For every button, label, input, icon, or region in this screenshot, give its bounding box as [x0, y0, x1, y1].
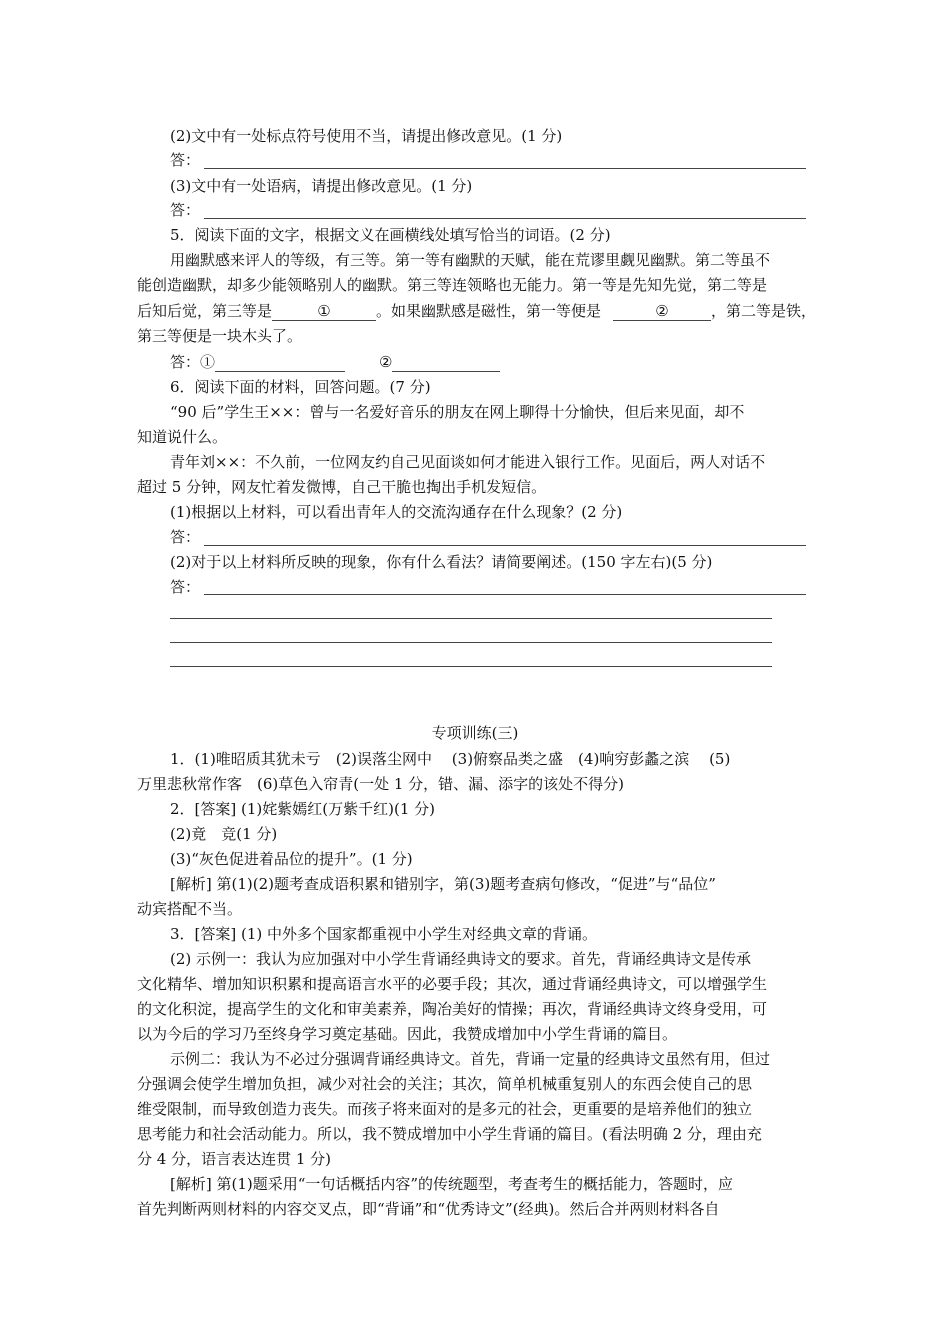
q6-answer-label-2: 答： — [170, 578, 201, 596]
answer-1a: 1．(1)唯昭质其犹未亏 (2)误落尘网中 (3)俯察品类之盛 (4)响穷彭蠡之滨 (5) — [170, 750, 731, 768]
answer-3k: [解析] 第(1)题采用“一句话概括内容”的传统题型，考查考生的概括能力，答题时，应 — [170, 1175, 734, 1193]
answer-line — [204, 168, 806, 169]
q5-stem: 5．阅读下面的文字，根据文义在画横线处填写恰当的词语。(2 分) — [170, 226, 611, 244]
q5-text: 。如果幽默感是磁性，第一等便是 — [376, 302, 602, 320]
q4-answer-label-2: 答： — [170, 201, 201, 219]
q4-item3: (3)文中有一处语病，请提出修改意见。(1 分) — [170, 177, 473, 195]
answer-3h: 维受限制，而导致创造力丧失。而孩子将来面对的是多元的社会，更重要的是培养他们的独立 — [137, 1100, 753, 1118]
answer-3i: 思考能力和社会活动能力。所以，我不赞成增加中小学生背诵的篇目。(看法明确 2 分，理由充 — [137, 1125, 762, 1143]
q5-para-line-1: 用幽默感来评人的等级，有三等。第一等有幽默的天赋，能在荒谬里觑见幽默。第二等虽不 — [170, 251, 771, 269]
fill-blank-2: ② — [613, 302, 711, 321]
answer-2c: (3)“灰色促进着品位的提升”。(1 分) — [170, 850, 413, 868]
answer-3d: 的文化积淀，提高学生的文化和审美素养，陶冶美好的情操；再次，背诵经典诗文终身受用，可 — [137, 1000, 768, 1018]
q5-para-line-3 — [137, 300, 816, 322]
q4-item2: (2)文中有一处标点符号使用不当，请提出修改意见。(1 分) — [170, 127, 563, 145]
answer-3l: 首先判断两则材料的内容交叉点，即“背诵”和“优秀诗文”(经典)。然后合并两则材料各自 — [137, 1200, 720, 1218]
q5-answer-label: 答： — [170, 353, 201, 371]
answer-3e: 以为今后的学习乃至终身学习奠定基础。因此，我赞成增加中小学生背诵的篇目。 — [137, 1025, 678, 1043]
q4-answer-label: 答： — [170, 151, 201, 169]
q6-item1: (1)根据以上材料，可以看出青年人的交流沟通存在什么现象？(2 分) — [170, 503, 623, 521]
answer-2b: (2)竟 竞(1 分) — [170, 825, 278, 843]
answer-mark-2: ② — [379, 353, 393, 371]
q6-material-1a: “90 后”学生王××：曾与一名爱好音乐的朋友在网上聊得十分愉快，但后来见面，却不 — [170, 403, 745, 421]
answer-3c: 文化精华、增加知识积累和提高语言水平的必要手段；其次，通过背诵经典诗文，可以增强学生 — [137, 975, 768, 993]
answer-line — [170, 642, 772, 643]
answer-line — [170, 618, 772, 619]
answer-1b: 万里悲秋常作客 (6)草色入帘青(一处 1 分，错、漏、添字的该处不得分) — [137, 775, 625, 793]
answer-2e: 动宾搭配不当。 — [137, 900, 243, 918]
answer-line — [204, 594, 806, 595]
q6-stem: 6．阅读下面的材料，回答问题。(7 分) — [170, 378, 431, 396]
q6-material-1b: 知道说什么。 — [137, 428, 228, 446]
answer-line — [170, 666, 772, 667]
answer-3b: (2) 示例一：我认为应加强对中小学生背诵经典诗文的要求。首先，背诵经典诗文是传承 — [170, 950, 752, 968]
q5-text: ，第二等是铁， — [711, 302, 817, 320]
answer-2d: [解析] 第(1)(2)题考查成语积累和错别字，第(3)题考查病句修改，“促进”与“品位” — [170, 875, 716, 893]
answer-line — [204, 545, 806, 546]
q6-material-2b: 超过 5 分钟，网友忙着发微博，自己干脆也掏出手机发短信。 — [137, 478, 547, 496]
q6-material-2a: 青年刘××：不久前，一位网友约自己见面谈如何才能进入银行工作。见面后，两人对话不 — [170, 453, 766, 471]
answer-blank-2 — [392, 353, 500, 372]
q5-para-line-2: 能创造幽默，却多少能领略别人的幽默。第三等连领略也无能力。第一等是先知先觉，第二等是 — [137, 276, 768, 294]
answer-2a: 2．[答案] (1)姹紫嫣红(万紫千红)(1 分) — [170, 800, 435, 818]
answer-3j: 分 4 分，语言表达连贯 1 分) — [137, 1150, 332, 1168]
answer-line — [204, 218, 806, 219]
q5-text: 后知后觉，第三等是 — [137, 302, 273, 320]
section-title: 专项训练(三) — [431, 724, 519, 742]
q5-para-line-4: 第三等便是一块木头了。 — [137, 327, 303, 345]
answer-blank-1 — [215, 353, 345, 372]
fill-blank-1: ① — [272, 302, 376, 321]
q6-item2: (2)对于以上材料所反映的现象，你有什么看法？请简要阐述。(150 字左右)(5 分) — [170, 553, 713, 571]
answer-3g: 分强调会使学生增加负担，减少对社会的关注；其次，简单机械重复别人的东西会使自己的思 — [137, 1075, 753, 1093]
answer-3f: 示例二：我认为不必过分强调背诵经典诗文。首先，背诵一定量的经典诗文虽然有用，但过 — [170, 1050, 771, 1068]
q5-answer-row — [170, 351, 500, 373]
answer-3a: 3．[答案] (1) 中外多个国家都重视中小学生对经典文章的背诵。 — [170, 925, 598, 943]
q6-answer-label: 答： — [170, 528, 201, 546]
answer-mark-1: ① — [200, 353, 216, 371]
